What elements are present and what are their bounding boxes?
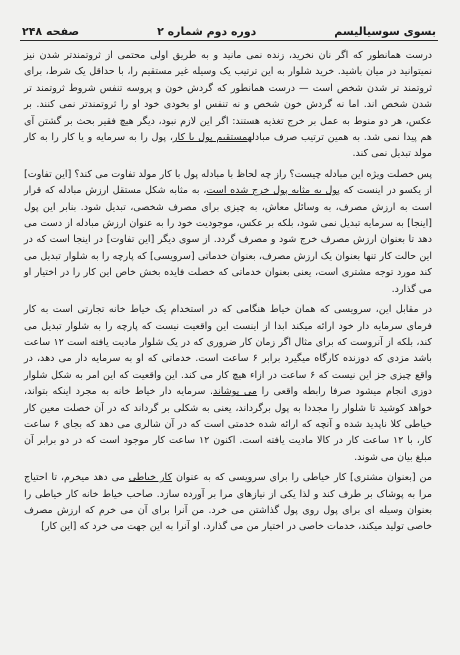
paragraph-2-text-b: ، به مثابه شکل مستقل ارزش مبادله که قرار است به ارزش مصرف، به وسائل معاش، به چیزی برای مصرف شخصی، تبدیل شود. بنابر این پول [اینجا] به سرمایه تبدیل نمی شود، بلکه بر عکس، موجودیت خود را به عنوان ارزش مبادله از دست می دهد تا بعنوان ارزش مصرف خرج شود و مصرف گردد. از سوی دیگر [این تفاوت] در اینجا است که در این حالت کار تنها بعنوان یک ارزش مصرف، بعنوان خدماتی [سرویسی] که پارچه را به شلوار تبدیل می کند مورد توجه مشتری است، یعنی بعنوان خدماتی که خصلت فایده بخش خاص این کار را در اختیار او می گذارد. [24,185,432,295]
page-number: صفحه ۲۴۸ [22,25,80,38]
issue-label: دوره دوم شماره ۲ [157,25,257,38]
paragraph-3 [24,302,432,466]
paragraph-1-text-a: درست همانطور که اگر نان نخرید، زنده نمی مانید و به طریق اولی محتمی از ثروتمندتر شدن نیز نمیتوانید در میان باشید. خرید شلوار به این ترتیب یک وسیله غیر مستقیم را، با حداقل یک شرط، برای ثروتمند تر شدن شخص است — درست همانطور که گردش خون و پروسه تنفس شروط ثروتمند تر شدن شخص اند. اما نه گردش خون شخص و نه تنفس او بخودی خود او را ثروتمندتر نمی کنند. بر عکس، هر دو منوط به عمل بر خرج تغذیه هستند: اگر این لازم نبود، دیگر هیچ فقیر بحث بر گشتن آی هم پیدا نمی شد. به همین ترتیب صرف مبادله [24,50,432,144]
paragraph-1 [24,48,432,163]
page-header [22,16,436,38]
paragraph-3-text-a: در مقابل این، سرویسی که همان خیاط هنگامی که در استخدام یک خیاط خانه تجارتی است به کار فرمای سرمایه دار خود ارائه میکند ابدا از اینست این واقعیت نیست که پارچه را به شلوار تبدیل می کند، بلکه از آنروست که برای مثال اگر زمان کار ضروری که در یک شلوار مادیت یافته است ۱۲ ساعت باشد مزدی که دوزنده کارگاه میگیرد برابر ۶ ساعت است. خدماتی که او به سرمایه دار می دهد، در واقع چیزی جز این نیست که ۶ ساعت در ازاء هیچ کار می کند. این واقعیت که این امر به شکل شلوار دوزی انجام میشود صرفا رابطه واقعی را [24,304,433,398]
paragraph-1-underlined: مستقیم پول با کار [172,132,248,144]
header-rule [20,40,438,41]
paragraph-4 [24,470,432,536]
paragraph-2-text-a: پس خصلت ویژه این مبادله چیست؟ راز چه لحاظ با مبادله پول با کار مولد تفاوت می کند؟ [این تفاوت] از یکسو در اینست که [24,168,433,197]
paragraph-1-text-b: ، پول را به سرمایه و یا کار را به کار مولد تبدیل نمی کند. [24,132,432,160]
paragraph-3-text-b: . سرمایه دار خیاط خانه به مجرد اینکه بتواند، خواهد کوشید تا شلوار را مجددا به پول برگرداند، یعنی به شکلی بر گرداند که در آن خصلت معین کار خیاطی کلا ناپدید شده و آنچه که ارائه شده خدمتی است که در آن شالری می دهد که بجای ۶ ساعت کار، با ۱۲ ساعت کار در کالا مادیت یافته است. اکنون ۱۲ ساعت کار موجود است که در دو برابر آن مبلغ بیان می شوند. [24,386,432,463]
paragraph-2 [24,167,432,298]
article-body [24,48,432,639]
paragraph-4-text-b: می دهد میخرم، تا احتیاج مرا به پوشاک بر طرف کند و لذا یکی از نیازهای مرا بر آورده سازد. صاحب خیاط خانه کار خیاطی را بعنوان وسیله ای برای پول روی پول گذاشتن می خرد. من آنرا برای آن می خرم که ارزش مصرف خاصی تولید میکند، خدمات خاصی در اختیار من می گذارد. او آنرا به این جهت می خرد که [این کار] [24,472,432,533]
journal-title: بسوی سوسیالیسم [334,25,436,38]
paragraph-4-text-a: من [بعنوان مشتری] کار خیاطی را برای سرویسی که به عنوان [175,472,432,484]
paragraph-4-underlined: کار خیاطی [128,472,173,484]
paragraph-3-underlined: می پوشاند [213,386,258,398]
paragraph-2-underlined: پول به مثابه پول خرج شده است [206,185,340,197]
